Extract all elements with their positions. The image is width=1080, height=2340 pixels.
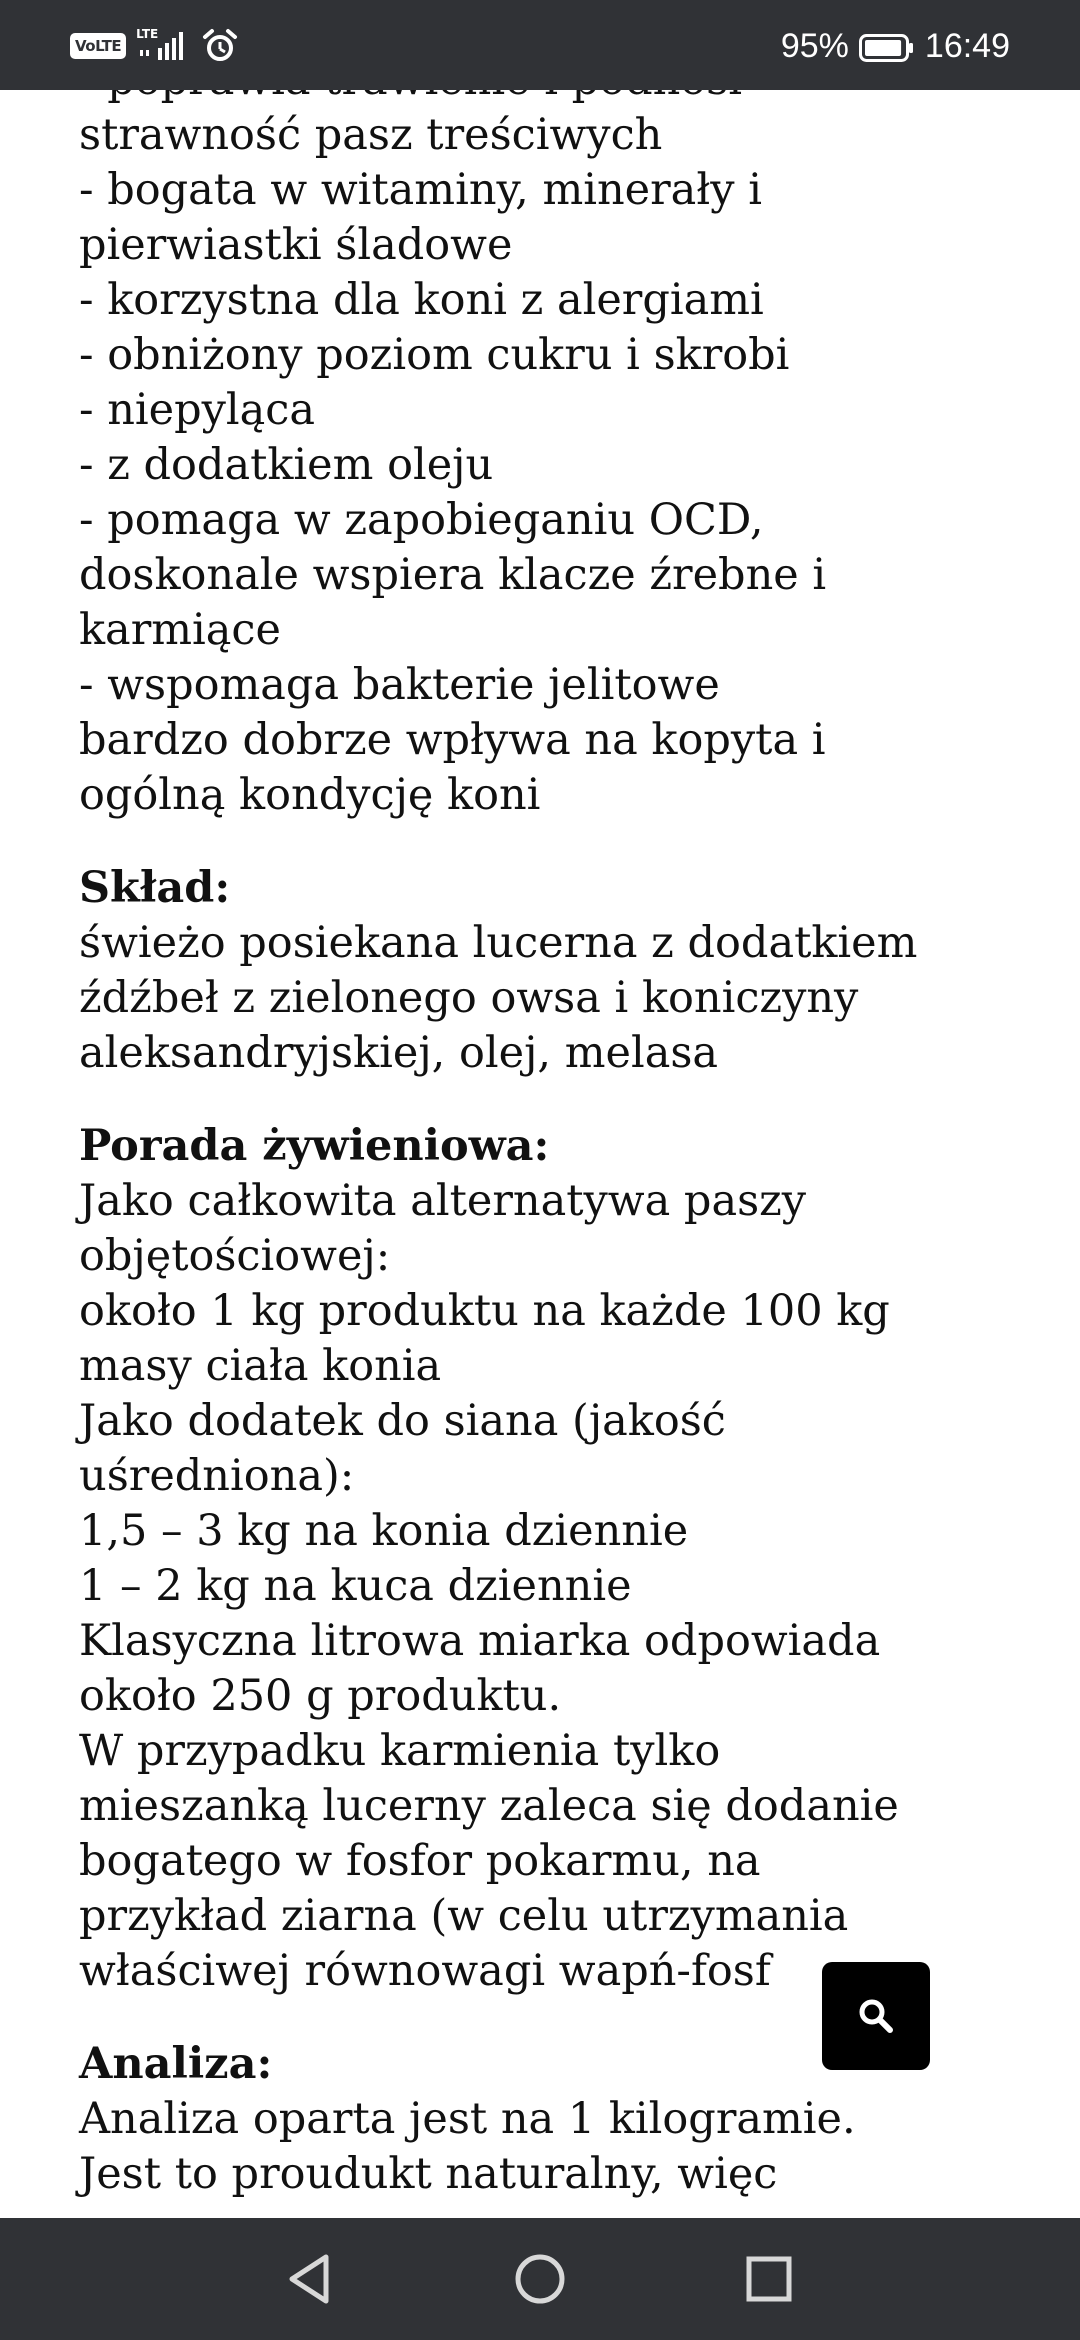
navigation-bar <box>0 2218 1080 2340</box>
status-bar <box>0 0 1080 90</box>
benefit-line: strawność pasz treściwych <box>79 110 663 160</box>
porada-line: masy ciała konia <box>79 1341 442 1391</box>
porada-line: 1 – 2 kg na kuca dziennie <box>79 1561 632 1611</box>
benefit-line: karmiące <box>79 605 281 655</box>
sklad-heading: Skład: <box>79 863 231 913</box>
battery-percent: 95% <box>780 26 849 65</box>
porada-line: W przypadku karmienia tylko <box>79 1726 721 1776</box>
porada-line: objętościowej: <box>79 1231 391 1281</box>
porada-line: Klasyczna litrowa miarka odpowiada <box>79 1616 881 1666</box>
porada-line: Jako dodatek do siana (jakość <box>79 1396 726 1446</box>
recents-icon <box>744 2254 794 2304</box>
benefit-line: doskonale wspiera klacze źrebne i <box>79 550 827 600</box>
benefit-line: - niepyląca <box>79 385 316 435</box>
sklad-line: aleksandryjskiej, olej, melasa <box>79 1028 719 1078</box>
porada-line: około 250 g produktu. <box>79 1671 562 1721</box>
search-icon <box>856 1996 896 2036</box>
back-button[interactable] <box>276 2246 342 2312</box>
benefit-line: ogólną kondycję koni <box>79 770 541 820</box>
porada-line: przykład ziarna (w celu utrzymania <box>79 1891 849 1941</box>
back-icon <box>284 2252 334 2306</box>
analiza-heading: Analiza: <box>79 2039 273 2089</box>
network-type: LTE <box>136 27 159 41</box>
product-description <box>79 53 1039 2202</box>
benefit-line: - wspomaga bakterie jelitowe <box>79 660 720 710</box>
benefit-line: - korzystna dla koni z alergiami <box>79 275 764 325</box>
home-icon <box>513 2252 567 2306</box>
home-button[interactable] <box>507 2246 573 2312</box>
search-button[interactable] <box>822 1962 930 2070</box>
status-left-icons <box>70 26 238 66</box>
benefit-line: pierwiastki śladowe <box>79 220 513 270</box>
benefit-line: bardzo dobrze wpływa na kopyta i <box>79 715 826 765</box>
porada-line: około 1 kg produktu na każde 100 kg <box>79 1286 890 1336</box>
alarm-icon <box>202 28 238 64</box>
porada-line: właściwej równowagi wapń-fosf <box>79 1946 771 1996</box>
volte-icon: VoLTE <box>70 33 126 59</box>
status-right-icons <box>781 24 1010 68</box>
lte-signal-icon <box>136 28 192 64</box>
porada-line: 1,5 – 3 kg na konia dziennie <box>79 1506 689 1556</box>
benefit-line: - bogata w witaminy, minerały i <box>79 165 762 215</box>
porada-line: uśredniona): <box>79 1451 355 1501</box>
battery-icon <box>859 32 915 60</box>
sklad-line: świeżo posiekana lucerna z dodatkiem <box>79 918 918 968</box>
analiza-line: Jest to proudukt naturalny, więc <box>79 2149 778 2199</box>
porada-heading: Porada żywieniowa: <box>79 1121 550 1171</box>
benefit-line: - pomaga w zapobieganiu OCD, <box>79 495 764 545</box>
analiza-line: Analiza oparta jest na 1 kilogramie. <box>79 2094 856 2144</box>
benefit-line: - obniżony poziom cukru i skrobi <box>79 330 790 380</box>
porada-line: bogatego w fosfor pokarmu, na <box>79 1836 761 1886</box>
clock: 16:49 <box>924 26 1010 65</box>
sklad-line: źdźbeł z zielonego owsa i koniczyny <box>79 973 859 1023</box>
porada-line: Jako całkowita alternatywa paszy <box>79 1176 807 1226</box>
benefit-line: - z dodatkiem oleju <box>79 440 494 490</box>
porada-line: mieszanką lucerny zaleca się dodanie <box>79 1781 899 1831</box>
recents-button[interactable] <box>736 2246 802 2312</box>
